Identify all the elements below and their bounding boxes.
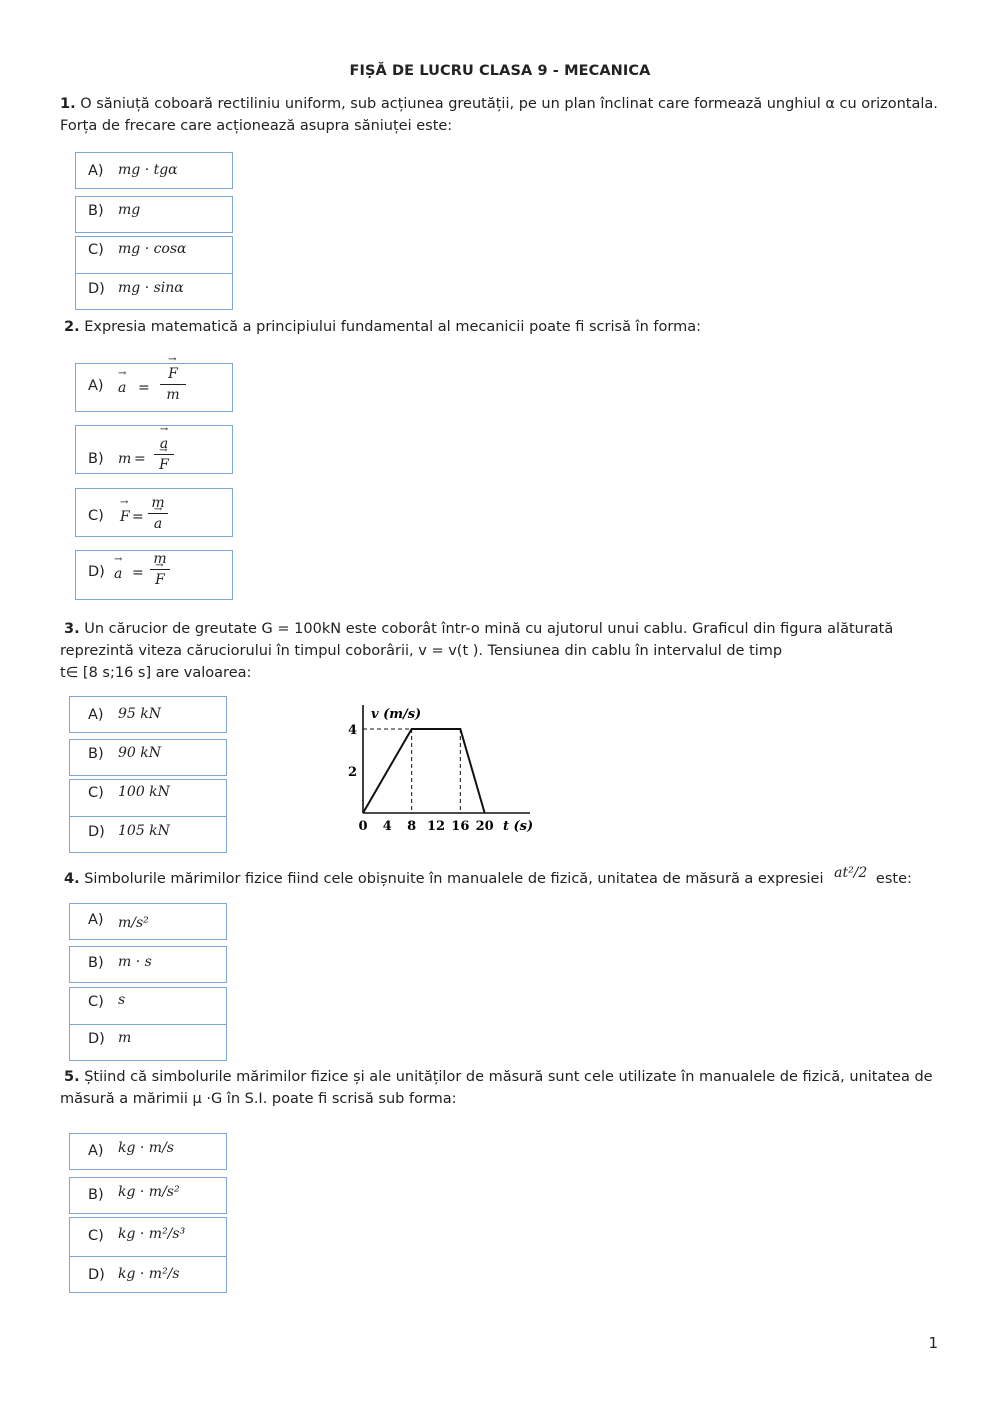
option-expression: kg · m²/s (118, 1266, 180, 1282)
option-label: A) (88, 912, 104, 928)
option-label: D) (88, 824, 105, 840)
option-label: C) (88, 508, 104, 524)
question-1-text: O săniuță coboară rectiliniu uniform, sub acțiunea greutății, pe un plan înclinat care formează unghiul α cu orizontala. Forța de frecare care acționează asupra săniuței este: (60, 96, 938, 134)
x-axis-label: t (s) (503, 819, 534, 834)
q3-option-b[interactable] (69, 739, 227, 776)
question-2 (64, 316, 949, 338)
q5-option-c[interactable] (69, 1217, 227, 1257)
option-expression: mg · tgα (118, 162, 178, 178)
option-label: C) (88, 785, 104, 801)
q2-option-d[interactable] (75, 550, 233, 600)
option-expression: 100 kN (118, 784, 170, 800)
option-fraction (150, 551, 170, 588)
question-2-text: Expresia matematică a principiului fundamental al mecanicii poate fi scrisă în forma: (79, 319, 701, 335)
fraction-denominator: → F (155, 572, 165, 588)
option-label: C) (88, 1228, 104, 1244)
option-label: B) (88, 203, 104, 219)
fraction-numerator: m (151, 495, 165, 511)
y-axis-label: v (m/s) (371, 707, 422, 722)
vector-a: → a (114, 566, 122, 582)
fraction-denominator: m (166, 387, 180, 403)
x-tick-label: 12 (426, 819, 446, 834)
q5-option-d[interactable] (69, 1256, 227, 1293)
question-5 (60, 1066, 945, 1110)
option-expression: kg · m/s² (118, 1184, 180, 1200)
option-expression: 90 kN (118, 745, 161, 761)
option-label: A) (88, 378, 104, 394)
equals-sign: = (134, 451, 146, 467)
question-4 (64, 865, 964, 890)
question-3-line-2: reprezintă viteza căruciorului în timpul coborârii, v = v(t ). Tensiunea din cablu în intervalul de timp (60, 643, 783, 659)
option-expression: mg · cosα (118, 241, 187, 257)
option-lhs: m (118, 451, 132, 467)
option-fraction (154, 436, 174, 473)
option-expression: 105 kN (118, 823, 170, 839)
question-2-number: 2. (64, 319, 80, 335)
q2-option-a[interactable] (75, 363, 233, 412)
option-lhs (114, 566, 122, 582)
fraction-numerator: → F (168, 366, 178, 382)
x-tick-label: 16 (451, 819, 470, 834)
q4-option-c[interactable] (69, 987, 227, 1025)
page-number: 1 (928, 1334, 938, 1352)
question-3-line-1: Un cărucior de greutate G = 100kN este coborât într-o mină cu ajutorul unui cablu. Graficul din figura alăturată (79, 621, 894, 637)
option-expression: kg · m²/s³ (118, 1226, 186, 1242)
q2-option-b[interactable] (75, 425, 233, 474)
question-4-text: Simbolurile mărimilor fizice fiind cele obișnuite în manualele de fizică, unitatea de măsură a expresiei (79, 871, 824, 887)
velocity-series-line (363, 729, 485, 813)
option-expression: m (118, 1030, 132, 1046)
question-1 (60, 93, 945, 137)
equals-sign: = (138, 380, 150, 396)
option-expression: m · s (118, 954, 152, 970)
x-tick-label: 20 (475, 819, 494, 834)
option-lhs (120, 509, 130, 525)
question-3-line-3: t∈ [8 s;16 s] are valoarea: (60, 665, 252, 681)
q1-option-a[interactable] (75, 152, 233, 189)
fraction-denominator: → F (159, 457, 169, 473)
vector-f: → F (120, 509, 130, 525)
q4-option-a[interactable] (69, 903, 227, 940)
option-label: D) (88, 281, 105, 297)
q1-option-d[interactable] (75, 273, 233, 310)
equals-sign: = (132, 509, 144, 525)
fraction-denominator: → a (154, 516, 162, 532)
x-tick-label: 0 (358, 819, 368, 834)
option-label: A) (88, 707, 104, 723)
y-tick-label: 4 (347, 723, 357, 738)
q1-option-b[interactable] (75, 196, 233, 233)
option-expression: mg · sinα (118, 280, 184, 296)
q5-option-b[interactable] (69, 1177, 227, 1214)
option-expression: s (118, 992, 126, 1008)
option-expression: m/s² (118, 915, 149, 931)
option-fraction (160, 366, 186, 403)
option-expression: mg (118, 202, 141, 218)
q2-option-c[interactable] (75, 488, 233, 537)
option-label: B) (88, 451, 104, 467)
question-5-number: 5. (64, 1069, 80, 1085)
fraction-numerator: m (153, 551, 167, 567)
option-label: B) (88, 1187, 104, 1203)
option-label: D) (88, 564, 105, 580)
q4-option-d[interactable] (69, 1024, 227, 1061)
question-4-expression: at²/2 (834, 865, 868, 881)
question-1-number: 1. (60, 96, 76, 112)
option-expression: 95 kN (118, 706, 161, 722)
option-fraction (148, 495, 168, 532)
q5-option-a[interactable] (69, 1133, 227, 1170)
option-label: A) (88, 163, 104, 179)
option-label: B) (88, 746, 104, 762)
option-lhs (118, 380, 126, 396)
option-label: C) (88, 994, 104, 1010)
option-expression: kg · m/s (118, 1140, 174, 1156)
vector-a: → a (118, 380, 126, 396)
x-tick-label: 4 (382, 819, 392, 834)
y-tick-label: 2 (347, 765, 357, 780)
question-4-number: 4. (64, 871, 80, 887)
q4-option-b[interactable] (69, 946, 227, 983)
fraction-numerator: → a (160, 436, 168, 452)
velocity-time-chart (345, 700, 545, 840)
q3-option-a[interactable] (69, 696, 227, 733)
q3-option-d[interactable] (69, 816, 227, 853)
question-3 (60, 618, 945, 684)
option-label: B) (88, 955, 104, 971)
question-4-text-end: este: (875, 871, 912, 887)
option-label: D) (88, 1031, 105, 1047)
question-3-number: 3. (64, 621, 80, 637)
q3-option-c[interactable] (69, 779, 227, 817)
option-label: C) (88, 242, 104, 258)
option-label: A) (88, 1143, 104, 1159)
option-label: D) (88, 1267, 105, 1283)
equals-sign: = (132, 565, 144, 581)
page-title: FIȘĂ DE LUCRU CLASA 9 - MECANICA (349, 63, 651, 79)
x-tick-label: 8 (407, 819, 417, 834)
question-5-text: Știind că simbolurile mărimilor fizice și ale unităților de măsură sunt cele utilizate în manualele de fizică, unitatea de măsură a mărimii µ ·G în S.I. poate fi scrisă sub forma: (60, 1069, 933, 1107)
q1-option-c[interactable] (75, 236, 233, 274)
